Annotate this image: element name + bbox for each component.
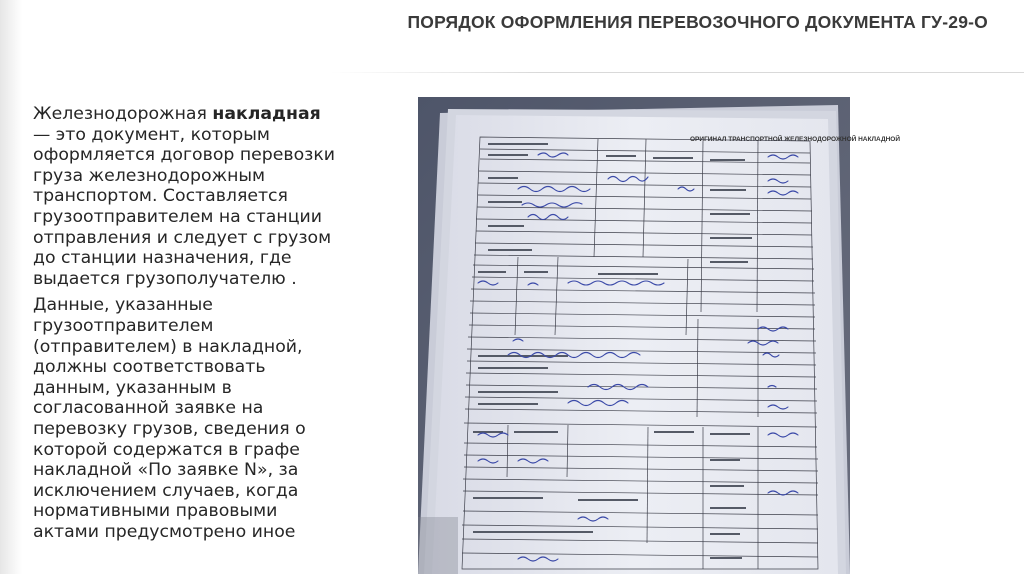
paragraph-requirements: Данные, указанные грузоотправителем (отправителем) в накладной, должны соответствовать данным, указанным в согласованной заявке на перевозку грузов, сведения о которой содержатся в графе накладной «По заявке N», за исключением случаев, когда нормативными правовыми актами предусмотрено иное	[33, 295, 306, 542]
left-edge-shadow	[0, 0, 22, 574]
definition-term: накладная	[212, 104, 321, 124]
slide-title: ПОРЯДОК ОФОРМЛЕНИЯ ПЕРЕВОЗОЧНОГО ДОКУМЕНТА ГУ-29-О	[407, 12, 988, 32]
body-text	[33, 104, 343, 548]
form-heading: ОРИГИНАЛ ТРАНСПОРТНОЙ ЖЕЛЕЗНОДОРОЖНОЙ НАКЛАДНОЙ	[690, 136, 901, 143]
waybill-photo	[418, 97, 901, 574]
title-divider	[330, 72, 1024, 73]
definition-lead: Железнодорожная	[33, 104, 213, 124]
paragraph-definition	[33, 104, 343, 289]
definition-text: — это документ, которым оформляется договор перевозки груза железнодорожным транспортом. Составляется грузоотправителем на станции отправления и следует с грузом до станции назначения, где выдается грузополучателю .	[33, 124, 335, 289]
